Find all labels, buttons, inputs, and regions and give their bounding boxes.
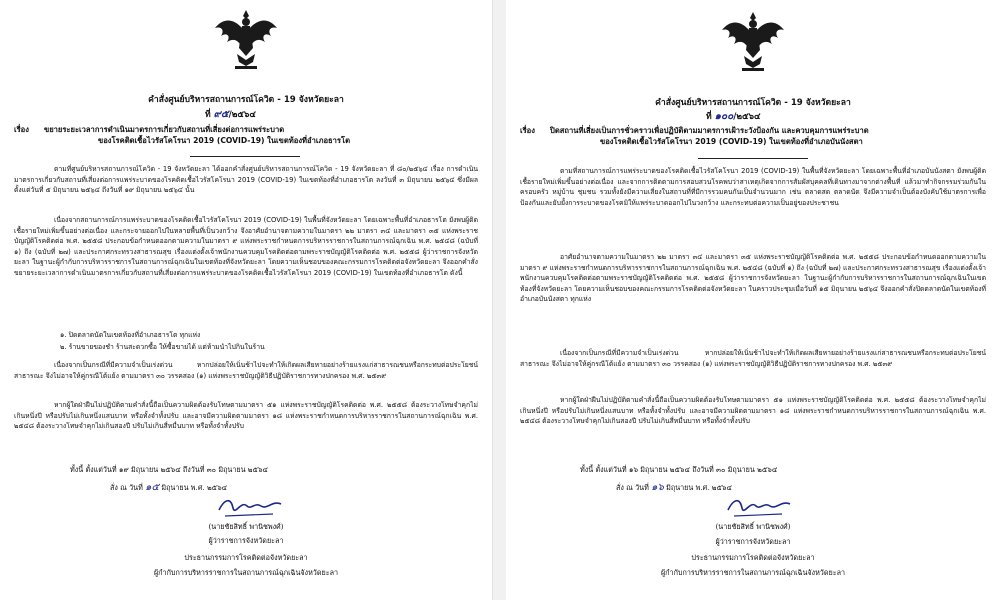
subject-line-1: ขยายระยะเวลาการดำเนินมาตรการเกี่ยวกับสถานที่เสี่ยงต่อการแพร่ระบาด — [44, 125, 285, 134]
paragraph: ตามที่สถานการณ์การแพร่ระบาดของโรคติดเชื้อไวรัสโคโรนา 2019 (COVID-19) ในพื้นที่จังหวัดยะลา โดยเฉพาะพื้นที่อำเภอบันนังสตา ยังพบผู้ติดเชื้อรายใหม่เพิ่มขึ้นอย่างต่อเนื่อง และจากการติดตามการสอบสวนโรคพบว่าสาเหตุเกิดจากการสัมผัสบุคคลที่เดินทางมาจากต่างพื้นที่ แล้วมาทำกิจกรรมร่วมกันในครอบครัว หมู่บ้าน ชุมชน รวมทั้งยังมีความเสี่ยงในสถานที่ที่มีการรวมคนกันเป็นจำนวนมาก เช่น ตลาดสด ตลาดนัด จึงมีความจำเป็นต้องบังคับใช้มาตรการเพื่อป้องกันและยับยั้งการระบาดของโรคมิให้แพร่ระบาดออกไปในวงกว้าง และกระทบต่อความเป็นอยู่ของประชาชน — [520, 167, 986, 207]
list-item: ๑. ปิดตลาดนัดในเขตท้องที่อำเภอธารโต ทุกแห่ง — [60, 331, 201, 339]
signer-position: ผู้ว่าราชการจังหวัดยะลา — [208, 536, 284, 545]
order-number-handwritten: ๑๐๐ — [714, 111, 734, 122]
paragraph: เนื่องจากเป็นกรณีที่มีความจำเป็นเร่งด่วน หากปล่อยให้เนิ่นช้าไปจะทำให้เกิดผลเสียหายอย่างร้ายแรงแก่สาธารณชนหรือกระทบต่อประโยชน์สาธารณะ จึงไม่อาจให้คู่กรณีโต้แย้ง ตามมาตรา ๓๐ วรรคสอง (๑) แห่งพระราชบัญญัติวิธีปฏิบัติราชการทางปกครอง พ.ศ. ๒๕๓๙ — [520, 349, 986, 368]
paragraph: อาศัยอำนาจตามความในมาตรา ๒๒ มาตรา ๓๔ และมาตรา ๓๕ แห่งพระราชบัญญัติโรคติดต่อ พ.ศ. ๒๕๕๘ ประกอบข้อกำหนดออกตามความในมาตรา ๙ แห่งพระราชกำหนดการบริหารราชการในสถานการณ์ฉุกเฉิน พ.ศ. ๒๕๔๘ (ฉบับที่ ๑) ถึง (ฉบับที่ ๒๗) และประกาศกระทรวงสาธารณสุข เรื่องแต่งตั้งเจ้าพนักงานควบคุมโรคติดต่อตามพระราชบัญญัติโรคติดต่อ พ.ศ. ๒๕๕๘ ผู้ว่าราชการจังหวัดยะลา ในฐานะผู้กำกับการบริหารราชการในสถานการณ์ฉุกเฉินในเขตท้องที่จังหวัดยะลา โดยความเห็นชอบของคณะกรรมการโรคติดต่อจังหวัดยะลา ในคราวประชุมเมื่อวันที่ ๑๕ มิถุนายน ๒๕๖๔ จึงออกคำสั่งปิดตลาดนัดในเขตท้องที่อำเภอบันนังสตา ทุกแห่ง — [520, 253, 986, 304]
paragraph: หากผู้ใดฝ่าฝืนไม่ปฏิบัติตามคำสั่งนี้ถือเป็นความผิดต้องรับโทษตามมาตรา ๕๑ แห่งพระราชบัญญัติโรคติดต่อ พ.ศ. ๒๕๕๘ ต้องระวางโทษจำคุกไม่เกินหนึ่งปี หรือปรับไม่เกินหนึ่งแสนบาท หรือทั้งจำทั้งปรับ และอาจมีความผิดตามมาตรา ๑๘ แห่งพระราชกำหนดการบริหารราชการในสถานการณ์ฉุกเฉิน พ.ศ. ๒๕๔๘ ต้องระวางโทษจำคุกไม่เกินสองปี ปรับไม่เกินสี่หมื่นบาท หรือทั้งจำทั้งปรับ — [14, 401, 478, 431]
order-number — [706, 109, 761, 124]
signer-position: ประธานกรรมการโรคติดต่อจังหวัดยะลา — [691, 553, 815, 562]
paragraph: เนื่องจากเป็นกรณีที่มีความจำเป็นเร่งด่วน หากปล่อยให้เนิ่นช้าไปจะทำให้เกิดผลเสียหายอย่างร้ายแรงแก่สาธารณชนหรือกระทบต่อประโยชน์สาธารณะ จึงไม่อาจให้คู่กรณีโต้แย้ง ตามมาตรา ๓๐ วรรคสอง (๑) แห่งพระราชบัญญัติวิธีปฏิบัติราชการทางปกครอง พ.ศ. ๒๕๓๙ — [14, 361, 478, 380]
list-item: ๒. ร้านขายของชำ ร้านสะดวกซื้อ ให้ซื้อขายได้ แต่ห้ามนำไปกินในร้าน — [60, 343, 265, 351]
subject-label: เรื่อง — [520, 126, 535, 135]
order-number-suffix: /๒๕๖๔ — [733, 112, 761, 122]
subject-line-2: ของโรคติดเชื้อไวรัสโคโรนา 2019 (COVID-19) ในเขตท้องที่อำเภอธารโต — [98, 136, 351, 145]
subject-line-1: ปิดสถานที่เสี่ยงเป็นการชั่วคราวเพื่อปฏิบัติตามมาตรการเฝ้าระวังป้องกัน และควบคุมการแพร่ระบาด — [550, 126, 869, 135]
paragraph: เนื่องจากสถานการณ์การแพร่ระบาดของโรคติดเชื้อไวรัสโคโรนา 2019 (COVID-19) ในพื้นที่จังหวัดยะลา โดยเฉพาะพื้นที่อำเภอธารโต ยังพบผู้ติดเชื้อรายใหม่เพิ่มขึ้นอย่างต่อเนื่อง และกระจายออกไปในหลายพื้นที่เป็นวงกว้าง จึงอาศัยอำนาจตามความในมาตรา ๒๒ มาตรา ๓๔ และมาตรา ๓๕ แห่งพระราชบัญญัติโรคติดต่อ พ.ศ. ๒๕๕๘ ประกอบข้อกำหนดออกตามความในมาตรา ๙ แห่งพระราชกำหนดการบริหารราชการในสถานการณ์ฉุกเฉิน พ.ศ. ๒๕๔๘ (ฉบับที่ ๑) ถึง (ฉบับที่ ๒๗) และประกาศกระทรวงสาธารณสุข เรื่องแต่งตั้งเจ้าพนักงานควบคุมโรคติดต่อตามพระราชบัญญัติโรคติดต่อ พ.ศ. ๒๕๕๘ ผู้ว่าราชการจังหวัดยะลา ในฐานะผู้กำกับการบริหารราชการในสถานการณ์ฉุกเฉินในเขตท้องที่จังหวัดยะลา โดยความเห็นชอบของคณะกรรมการโรคติดต่อจังหวัดยะลา จึงออกคำสั่งขยายระยะเวลาการดำเนินมาตรการเกี่ยวกับสถานที่เสี่ยงต่อการแพร่ระบาดของโรคติดเชื้อไวรัสโคโรนา 2019 (COVID-19) ในเขตท้องที่อำเภอธารโต ดังนี้ — [14, 216, 478, 277]
signer-position: ประธานกรรมการโรคติดต่อจังหวัดยะลา — [184, 553, 308, 562]
paragraph: หากผู้ใดฝ่าฝืนไม่ปฏิบัติตามคำสั่งนี้ถือเป็นความผิดต้องรับโทษตามมาตรา ๕๑ แห่งพระราชบัญญัติโรคติดต่อ พ.ศ. ๒๕๕๘ ต้องระวางโทษจำคุกไม่เกินหนึ่งปี หรือปรับไม่เกินหนึ่งแสนบาท หรือทั้งจำทั้งปรับ และอาจมีความผิดตามมาตรา ๑๘ แห่งพระราชกำหนดการบริหารราชการในสถานการณ์ฉุกเฉิน พ.ศ. ๒๕๔๘ ต้องระวางโทษจำคุกไม่เกินสองปี ปรับไม่เกินสี่หมื่นบาท หรือทั้งจำทั้งปรับ — [520, 396, 986, 426]
order-number-handwritten: ๙๕ — [213, 109, 229, 120]
divider — [190, 156, 300, 157]
garuda-emblem-icon — [720, 10, 786, 74]
order-date-day-handwritten: ๑๖ — [651, 482, 664, 493]
order-date-day-handwritten: ๑๕ — [145, 482, 160, 493]
effective-period: ทั้งนี้ ตั้งแต่วันที่ ๑๖ มิถุนายน ๒๕๖๔ ถึงวันที่ ๓๐ มิถุนายน ๒๕๖๔ — [580, 465, 778, 474]
effective-period: ทั้งนี้ ตั้งแต่วันที่ ๑๙ มิถุนายน ๒๕๖๔ ถึงวันที่ ๓๐ มิถุนายน ๒๕๖๔ — [70, 465, 268, 474]
order-date — [110, 480, 227, 495]
garuda-emblem-icon — [213, 8, 279, 72]
subject-line-2: ของโรคติดเชื้อไวรัสโคโรนา 2019 (COVID-19) ในเขตท้องที่อำเภอบันนังสตา — [600, 137, 863, 146]
order-date-suffix: มิถุนายน พ.ศ. ๒๕๖๔ — [161, 483, 228, 492]
order-date — [616, 480, 732, 495]
signature-icon — [724, 494, 794, 520]
order-title: คำสั่งศูนย์บริหารสถานการณ์โควิด - 19 จังหวัดยะลา — [148, 95, 344, 105]
paragraph: ตามที่ศูนย์บริหารสถานการณ์โควิด - 19 จังหวัดยะลา ได้ออกคำสั่งศูนย์บริหารสถานการณ์โควิด - 19 จังหวัดยะลา ที่ ๘๐/๒๕๖๔ เรื่อง การดำเนินมาตรการเกี่ยวกับสถานที่เสี่ยงต่อการแพร่ระบาดของโรคติดเชื้อไวรัสโคโรนา 2019 (COVID-19) ในเขตท้องที่อำเภอธารโต ลงวันที่ ๓ มิถุนายน ๒๕๖๔ ซึ่งมีผลตั้งแต่วันที่ ๕ มิถุนายน ๒๕๖๔ ถึงวันที่ ๑๙ มิถุนายน ๒๕๖๔ นั้น — [14, 165, 478, 195]
subject-label: เรื่อง — [14, 125, 29, 134]
signer-name: (นายชัยสิทธิ์ พานิชพงศ์) — [715, 522, 791, 531]
order-date-prefix: สั่ง ณ วันที่ — [616, 483, 649, 492]
order-number-prefix: ที่ — [205, 110, 211, 120]
order-number-suffix: /๒๕๖๔ — [228, 110, 256, 120]
order-subject — [520, 125, 994, 147]
order-date-suffix: มิถุนายน พ.ศ. ๒๕๖๔ — [666, 483, 732, 492]
signer-position: ผู้กำกับการบริหารราชการในสถานการณ์ฉุกเฉินจังหวัดยะลา — [660, 568, 846, 577]
order-page-right — [506, 0, 1000, 600]
order-subject — [14, 124, 484, 146]
order-title: คำสั่งศูนย์บริหารสถานการณ์โควิด - 19 จังหวัดยะลา — [655, 98, 851, 108]
signer-position: ผู้ว่าราชการจังหวัดยะลา — [715, 537, 791, 546]
signer-position: ผู้กำกับการบริหารราชการในสถานการณ์ฉุกเฉินจังหวัดยะลา — [153, 568, 339, 577]
signature-icon — [215, 494, 285, 520]
divider — [698, 158, 808, 159]
order-page-left — [0, 0, 492, 600]
order-number-prefix: ที่ — [706, 112, 712, 122]
order-date-prefix: สั่ง ณ วันที่ — [110, 483, 143, 492]
signer-name: (นายชัยสิทธิ์ พานิชพงศ์) — [208, 522, 284, 531]
order-number — [205, 107, 256, 122]
